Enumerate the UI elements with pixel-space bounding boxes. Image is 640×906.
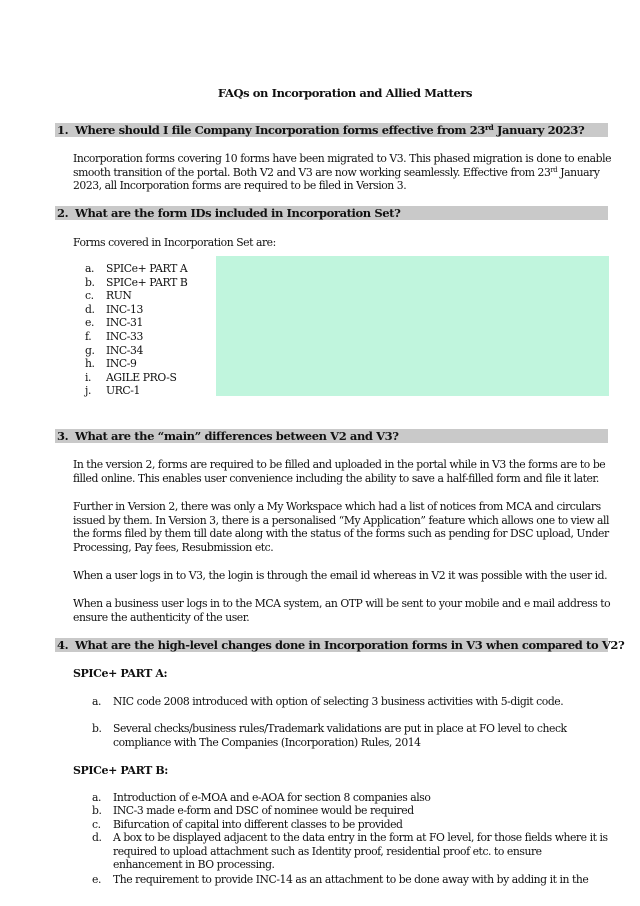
question-2-header [55,206,608,220]
answer-3-paragraph-4: When a business user logs in to the MCA system, an OTP will be sent to your mobile and e mail address to ensure the authenticity of the user. [73,597,611,624]
answer-3-paragraph-2: Further in Version 2, there was only a My Workspace which had a list of notices from MCA and circulars issued by them. In Version 3, there is a personalised “My Application” feature which allows one to view all the forms filed by them till date along with the status of the forms such as pending for DSC upload, Under Processing, Pay fees, Resubmission etc. [73,500,610,554]
question-1-text: Where should I file Company Incorporation forms effective from 23rd January 2023? [75,123,585,137]
question-1-header [55,123,608,137]
question-3-header [55,429,608,443]
question-2-text: What are the form IDs included in Incorporation Set? [75,206,401,220]
question-3-number: 3. [57,429,69,443]
highlight-box [216,256,609,396]
question-4-number: 4. [57,638,69,652]
list-item: e. The requirement to provide INC-14 as an attachment to be done away with by adding it in the [92,873,589,886]
question-4-header [55,638,625,652]
answer-3-paragraph-3: When a user logs in to V3, the login is through the email id whereas in V2 it was possible with the user id. [73,569,608,582]
list-item: a. Introduction of e-MOA and e-AOA for section 8 companies also [92,791,431,804]
page-title: FAQs on Incorporation and Allied Matters [217,86,473,100]
list-item: b. Several checks/business rules/Trademark validations are put in place at FO level to check compliance with The Companies (Incorporation) Rules, 2014 [92,722,567,749]
list-item: a. NIC code 2008 introduced with option of selecting 3 business activities with 5-digit code. [92,695,564,708]
list-item: c. Bifurcation of capital into different classes to be provided [92,818,403,831]
question-4-text: What are the high-level changes done in Incorporation forms in V3 when compared to V2? [75,638,625,652]
question-2-number: 2. [57,206,69,220]
answer-3-paragraph-1: In the version 2, forms are required to be filled and uploaded in the portal while in V3 the forms are to be filled online. This enables user convenience including the ability to save a half-filled form and file it later. [73,458,606,485]
list-item: b. INC-3 made e-form and DSC of nominee would be required [92,804,414,817]
answer-1: Incorporation forms covering 10 forms have been migrated to V3. This phased migration is done to enable smooth transition of the portal. Both V2 and V3 are now working seamlessly. Effective from 23rd January 2023, all Incorporation forms are required to be filed in Version 3. [73,152,612,192]
part-b-heading: SPICe+ PART B: [73,764,168,777]
list-item: d. A box to be displayed adjacent to the data entry in the form at FO level, for those fields where it is required to upload attachment such as Identity proof, residential proof etc. to ensure enhancement in BO processing. [92,831,608,871]
answer-2-intro: Forms covered in Incorporation Set are: [73,236,276,249]
part-a-heading: SPICe+ PART A: [73,667,168,680]
question-3-text: What are the “main” differences between V2 and V3? [75,429,399,443]
question-1-number: 1. [57,123,69,137]
